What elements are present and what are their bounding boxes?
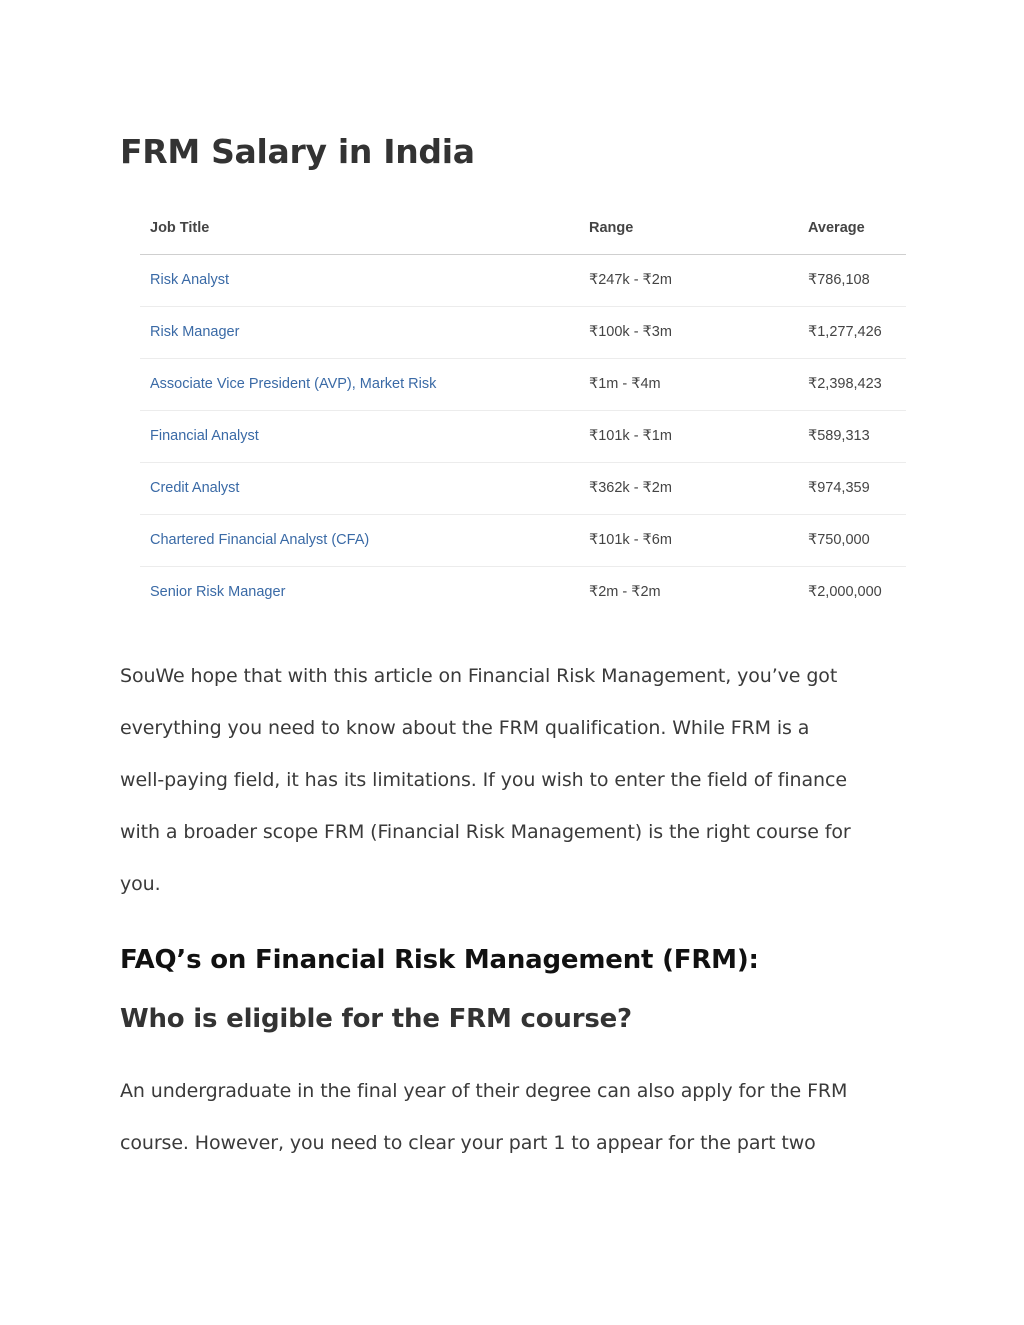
job-title-link[interactable]: Associate Vice President (AVP), Market Risk	[150, 376, 437, 392]
intro-line: everything you need to know about the FRM qualification. While FRM is a	[120, 717, 810, 739]
job-title-link[interactable]: Credit Analyst	[150, 480, 240, 496]
salary-average: ₹1,277,426	[808, 324, 882, 340]
salary-range: ₹1m - ₹4m	[589, 376, 661, 392]
job-title-link[interactable]: Risk Manager	[150, 324, 240, 340]
header-job-title: Job Title	[150, 220, 210, 236]
answer-line: course. However, you need to clear your part 1 to appear for the part two	[120, 1132, 816, 1154]
table-header	[140, 202, 906, 255]
intro-line: SouWe hope that with this article on Financial Risk Management, you’ve got	[120, 665, 838, 687]
salary-table	[140, 202, 906, 618]
salary-range: ₹101k - ₹6m	[589, 532, 672, 548]
faq-heading: FAQ’s on Financial Risk Management (FRM):	[120, 945, 759, 975]
table-row	[140, 567, 906, 618]
job-title-link[interactable]: Chartered Financial Analyst (CFA)	[150, 532, 370, 548]
table-row	[140, 515, 906, 567]
salary-range: ₹247k - ₹2m	[589, 272, 672, 288]
salary-range: ₹100k - ₹3m	[589, 324, 672, 340]
header-range: Range	[589, 220, 634, 236]
faq-answer	[120, 1065, 910, 1169]
intro-line: you.	[120, 873, 161, 895]
table-row	[140, 463, 906, 515]
table-row	[140, 307, 906, 359]
salary-average: ₹786,108	[808, 272, 870, 288]
faq-question: Who is eligible for the FRM course?	[120, 1004, 632, 1034]
intro-line: well-paying field, it has its limitations. If you wish to enter the field of finance	[120, 769, 847, 791]
salary-range: ₹362k - ₹2m	[589, 480, 672, 496]
job-title-link[interactable]: Senior Risk Manager	[150, 584, 286, 600]
salary-average: ₹2,000,000	[808, 584, 882, 600]
page-title: FRM Salary in India	[120, 132, 475, 171]
salary-average: ₹750,000	[808, 532, 870, 548]
salary-average: ₹589,313	[808, 428, 870, 444]
table-row	[140, 411, 906, 463]
job-title-link[interactable]: Risk Analyst	[150, 272, 229, 288]
answer-line: An undergraduate in the final year of their degree can also apply for the FRM	[120, 1080, 848, 1102]
intro-line: with a broader scope FRM (Financial Risk Management) is the right course for	[120, 821, 851, 843]
job-title-link[interactable]: Financial Analyst	[150, 428, 259, 444]
table-row	[140, 255, 906, 307]
salary-range: ₹2m - ₹2m	[589, 584, 661, 600]
header-average: Average	[808, 220, 865, 236]
salary-average: ₹974,359	[808, 480, 870, 496]
intro-paragraph	[120, 650, 910, 910]
table-row	[140, 359, 906, 411]
salary-range: ₹101k - ₹1m	[589, 428, 672, 444]
salary-average: ₹2,398,423	[808, 376, 882, 392]
